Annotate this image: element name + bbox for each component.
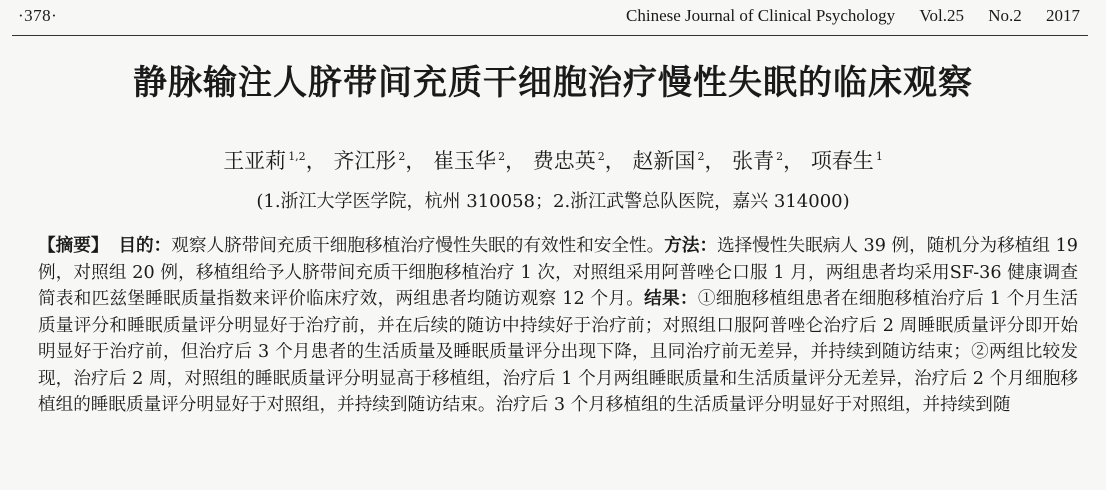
- author: 齐江彤 $^2$，: [333, 149, 427, 173]
- abstract-label: 【摘要】: [38, 236, 109, 256]
- journal-number: No.2: [988, 6, 1022, 25]
- affiliation: (1.浙江大学医学院，杭州 310058；2.浙江武警总队医院，嘉兴 314000): [256, 191, 850, 212]
- author: 项春生 $^1$: [810, 149, 883, 173]
- methods-label: 方法：: [664, 236, 718, 256]
- author-list: [0, 145, 1106, 175]
- journal-name: Chinese Journal of Clinical Psychology: [626, 6, 896, 25]
- journal-volume: Vol.25: [919, 6, 964, 25]
- objective-text: 观察人脐带间充质干细胞移植治疗慢性失眠的有效性和安全性。: [171, 236, 665, 256]
- author: 赵新国 $^2$，: [632, 149, 726, 173]
- author: 王亚莉 $^{1,2}$，: [223, 149, 327, 173]
- methods-text: 选择慢性失眠病人 39 例，随机分为移植组 19 例，对照组 20 例，移植组给予人脐带间充质干细胞移植治疗 1 次，对照组采用阿普唑仑口服 1 月，两组患者均采用SF-36 健康调查简表和匹兹堡睡眠质量指数来评价临床疗效，两组患者均随访观察 12 个月。: [38, 236, 1078, 309]
- journal-info: [626, 6, 1080, 26]
- journal-year: 2017: [1046, 6, 1080, 25]
- page-header: [0, 0, 1106, 40]
- page-number: ·378·: [18, 6, 58, 25]
- results-text: ①细胞移植组患者在细胞移植治疗后 1 个月生活质量评分和睡眠质量评分明显好于治疗前，并在后续的随访中持续好于治疗前；对照组口服阿普唑仑治疗后 2 周睡眠质量评分即开始明显好于治疗前，但治疗后 3 个月患者的生活质量及睡眠质量评分出现下降，且同治疗前无差异，并持续到随访结束；②两组比较发现，治疗后 2 周，对照组的睡眠质量评分明显高于移植组，治疗后 1 个月两组睡眠质量和生活质量评分无差异，治疗后 2 个月细胞移植组的睡眠质量评分明显好于对照组，并持续到随访结束。治疗后 3 个月移植组的生活质量评分明显好于对照组，并持续到随: [38, 289, 1078, 415]
- results-label: 结果：: [644, 289, 698, 309]
- author: 崔玉华 $^2$，: [433, 149, 527, 173]
- objective-label: 目的：: [118, 236, 172, 256]
- header-rule: [12, 35, 1088, 36]
- paper-title: 静脉输注人脐带间充质干细胞治疗慢性失眠的临床观察: [133, 63, 973, 103]
- author: 费忠英 $^2$，: [532, 149, 626, 173]
- abstract: [38, 233, 1078, 419]
- author: 张青 $^2$，: [732, 149, 805, 173]
